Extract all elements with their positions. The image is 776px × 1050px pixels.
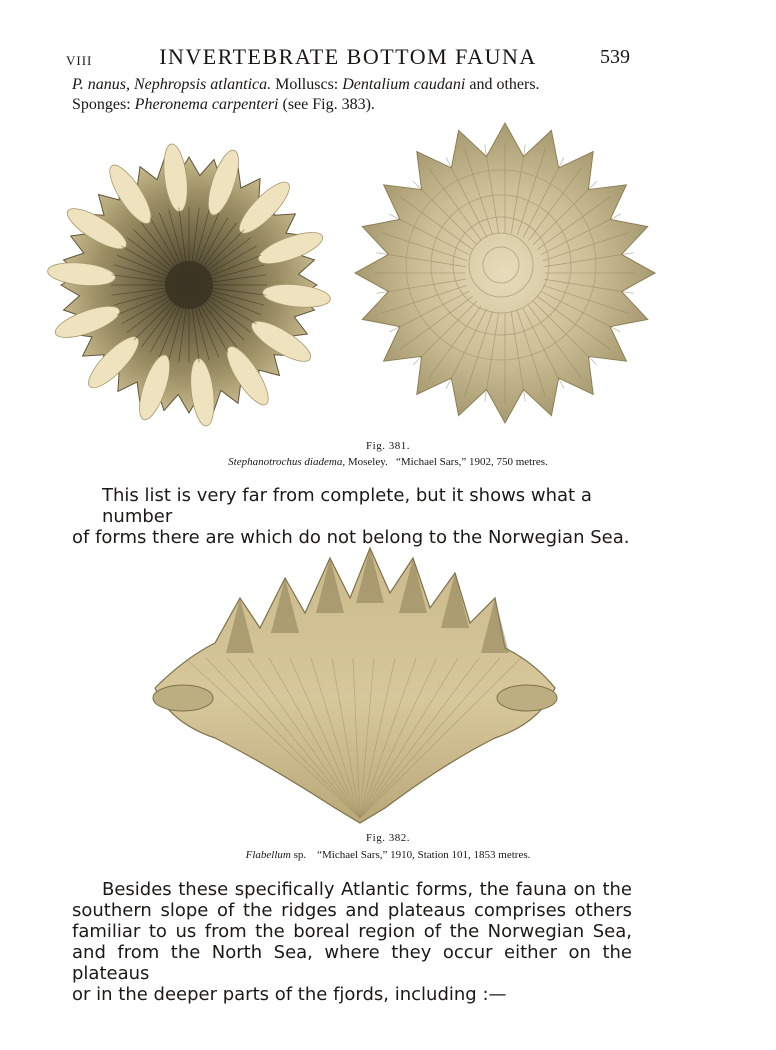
intro-line-1 (72, 75, 632, 95)
author: Moseley. (347, 456, 388, 468)
species-name: Stephanotrochus diadema, (228, 456, 346, 468)
paragraph-line: Besides these specifically Atlantic forms, the fauna on the (102, 879, 632, 900)
paragraph-line: or in the deeper parts of the fjords, including :— (72, 984, 507, 1005)
paragraph-2 (72, 879, 632, 1005)
group-label: Molluscs: (275, 76, 339, 93)
paragraph-line: This list is very far from complete, but it shows what a number (102, 485, 592, 527)
paragraph-line: familiar to us from the boreal region of the Norwegian Sea, (72, 921, 632, 942)
figure-381-label: Fig. 381. (366, 440, 410, 452)
page-title: INVERTEBRATE BOTTOM FAUNA (159, 44, 537, 69)
figure-381-left-image (44, 140, 334, 430)
species-name: Nephropsis atlantica. (133, 76, 272, 93)
fan-curl-left (153, 685, 213, 711)
running-header (66, 44, 630, 74)
group-label: Sponges: (72, 96, 131, 113)
figure-382-label: Fig. 382. (366, 832, 410, 844)
section-number: VIII (66, 53, 93, 68)
species-name: Dentalium caudani (342, 76, 466, 93)
species-name: Pheronema carpenteri (134, 96, 279, 113)
fan-curl-right (497, 685, 557, 711)
figure-reference: (see Fig. 383). (282, 96, 375, 113)
text: sp. (293, 849, 307, 861)
species-name: P. nanus, (72, 76, 130, 93)
coral-center (165, 261, 213, 309)
paragraph-line: southern slope of the ridges and plateaus comprises others (72, 900, 632, 921)
paragraph-line: of forms there are which do not belong to the Norwegian Sea. (72, 527, 630, 548)
figure-381-right-image (350, 118, 660, 428)
text: and others. (469, 76, 540, 93)
intro-line-2 (72, 95, 632, 115)
figure-382-caption (0, 849, 776, 861)
figure-381-caption (0, 456, 776, 468)
paragraph-line: and from the North Sea, where they occur either on the plateaus (72, 942, 632, 984)
page-number: 539 (600, 46, 630, 68)
figure-382-image (145, 538, 565, 828)
expedition: “Michael Sars,” 1910, Station 101, 1853 metres. (317, 849, 531, 861)
expedition: “Michael Sars,” 1902, 750 metres. (396, 456, 548, 468)
species-name: Flabellum (245, 849, 291, 861)
